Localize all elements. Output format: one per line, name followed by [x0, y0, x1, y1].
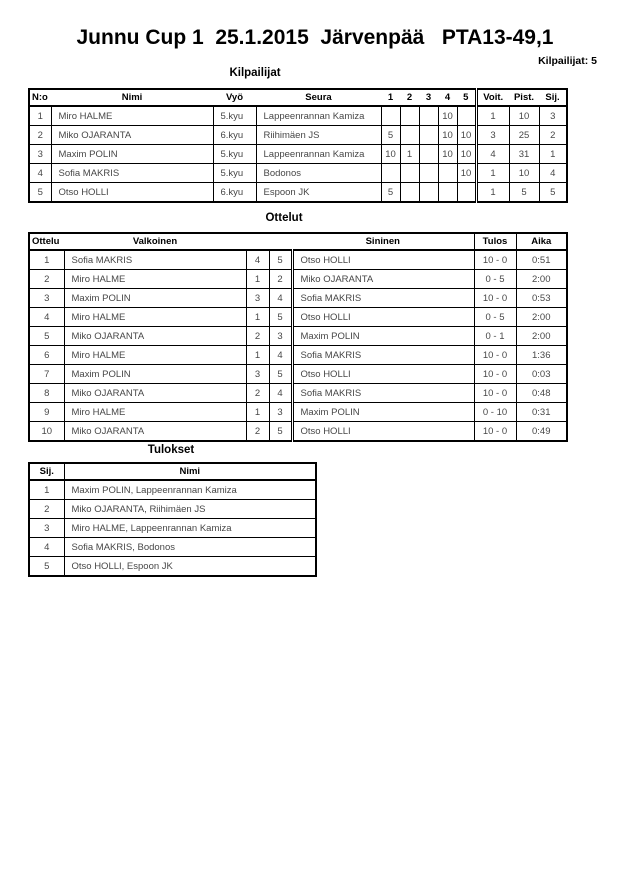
ottelut-cell: 5	[269, 422, 292, 442]
tulokset-header-cell: Nimi	[64, 463, 316, 480]
kilpailijat-cell: 10	[509, 164, 539, 183]
kilpailijat-header-cell: 4	[438, 89, 457, 106]
ottelut-header-cell	[269, 233, 292, 250]
kilpailijat-cell: 5	[29, 183, 51, 203]
section-label-ottelut: Ottelut	[265, 212, 303, 224]
ottelut-row	[29, 308, 567, 327]
ottelut-cell: Sofia MAKRIS	[292, 384, 474, 403]
kilpailijat-cell	[419, 126, 438, 145]
ottelut-cell: 2	[246, 422, 269, 442]
ottelut-cell: 1	[246, 403, 269, 422]
kilpailijat-cell: 5.kyu	[213, 106, 256, 126]
ottelut-cell: 1:36	[516, 346, 567, 365]
ottelut-cell: 0:53	[516, 289, 567, 308]
ottelut-cell: 2	[246, 384, 269, 403]
kilpailijat-header-cell: Sij.	[539, 89, 567, 106]
ottelut-row	[29, 289, 567, 308]
kilpailijat-cell: 3	[476, 126, 509, 145]
ottelut-cell: 5	[269, 308, 292, 327]
tulokset-table	[28, 462, 317, 577]
kilpailijat-cell: 3	[29, 145, 51, 164]
kilpailijat-cell: 5	[381, 126, 400, 145]
ottelut-cell: Otso HOLLI	[292, 422, 474, 442]
ottelut-cell: 0:31	[516, 403, 567, 422]
kilpailijat-cell: Miko OJARANTA	[51, 126, 213, 145]
ottelut-cell: 1	[29, 250, 64, 270]
ottelut-cell: 4	[269, 289, 292, 308]
kilpailijat-cell: 1	[476, 183, 509, 203]
kilpailijat-cell: 10	[509, 106, 539, 126]
ottelut-cell: 0 - 5	[474, 270, 516, 289]
tulokset-cell: Miro HALME, Lappeenrannan Kamiza	[64, 519, 316, 538]
kilpailijat-header-cell: Nimi	[51, 89, 213, 106]
section-label-kilpailijat: Kilpailijat	[229, 67, 281, 79]
ottelut-cell: Maxim POLIN	[292, 327, 474, 346]
kilpailijat-header-cell: 1	[381, 89, 400, 106]
ottelut-cell: 2:00	[516, 327, 567, 346]
ottelut-cell: 5	[29, 327, 64, 346]
kilpailijat-cell: Sofia MAKRIS	[51, 164, 213, 183]
ottelut-cell: 10	[29, 422, 64, 442]
kilpailijat-cell: Maxim POLIN	[51, 145, 213, 164]
ottelut-cell: 3	[269, 403, 292, 422]
kilpailijat-cell	[400, 164, 419, 183]
ottelut-cell: 3	[246, 365, 269, 384]
ottelut-table	[28, 232, 568, 442]
ottelut-cell: Otso HOLLI	[292, 250, 474, 270]
kilpailijat-cell: 10	[457, 164, 476, 183]
kilpailijat-header-row	[29, 89, 567, 106]
kilpailijat-cell: Riihimäen JS	[256, 126, 381, 145]
ottelut-cell: Miro HALME	[64, 346, 246, 365]
kilpailijat-cell: 1	[539, 145, 567, 164]
ottelut-header-cell: Sininen	[292, 233, 474, 250]
ottelut-cell: 1	[246, 346, 269, 365]
ottelut-header-cell: Aika	[516, 233, 567, 250]
kilpailijat-cell: 5	[381, 183, 400, 203]
ottelut-cell: 0 - 5	[474, 308, 516, 327]
kilpailijat-cell: Otso HOLLI	[51, 183, 213, 203]
ottelut-cell: 10 - 0	[474, 346, 516, 365]
ottelut-header-cell: Tulos	[474, 233, 516, 250]
ottelut-cell: 10 - 0	[474, 422, 516, 442]
ottelut-cell: 3	[29, 289, 64, 308]
ottelut-cell: 2:00	[516, 308, 567, 327]
kilpailijat-cell: 3	[539, 106, 567, 126]
tulokset-header-cell: Sij.	[29, 463, 64, 480]
ottelut-cell: 10 - 0	[474, 250, 516, 270]
tulokset-cell: 5	[29, 557, 64, 577]
ottelut-cell: Maxim POLIN	[64, 365, 246, 384]
ottelut-cell: 10 - 0	[474, 365, 516, 384]
ottelut-cell: 4	[29, 308, 64, 327]
ottelut-cell: 10 - 0	[474, 289, 516, 308]
ottelut-cell: Miko OJARANTA	[64, 384, 246, 403]
tulokset-row	[29, 480, 316, 500]
kilpailijat-header-cell: Voit.	[476, 89, 509, 106]
ottelut-cell: Miko OJARANTA	[292, 270, 474, 289]
kilpailijat-cell: 5.kyu	[213, 164, 256, 183]
kilpailijat-row	[29, 126, 567, 145]
ottelut-cell: 1	[246, 308, 269, 327]
kilpailijat-cell: 1	[476, 164, 509, 183]
kilpailijat-header-cell: Seura	[256, 89, 381, 106]
kilpailijat-cell	[419, 164, 438, 183]
ottelut-cell: 4	[246, 250, 269, 270]
kilpailijat-cell: 1	[400, 145, 419, 164]
tulokset-cell: Maxim POLIN, Lappeenrannan Kamiza	[64, 480, 316, 500]
ottelut-cell: Otso HOLLI	[292, 308, 474, 327]
kilpailijat-cell: Lappeenrannan Kamiza	[256, 106, 381, 126]
ottelut-cell: Miro HALME	[64, 308, 246, 327]
ottelut-row	[29, 384, 567, 403]
kilpailijat-row	[29, 145, 567, 164]
ottelut-cell: Miko OJARANTA	[64, 327, 246, 346]
tulokset-cell: Miko OJARANTA, Riihimäen JS	[64, 500, 316, 519]
ottelut-row	[29, 403, 567, 422]
ottelut-cell: 7	[29, 365, 64, 384]
ottelut-header-cell	[246, 233, 269, 250]
kilpailijat-cell	[400, 126, 419, 145]
kilpailijat-cell: 1	[29, 106, 51, 126]
ottelut-cell: 9	[29, 403, 64, 422]
ottelut-cell: 4	[269, 384, 292, 403]
kilpailijat-header-cell: 3	[419, 89, 438, 106]
ottelut-cell: 2	[269, 270, 292, 289]
ottelut-cell: 0 - 1	[474, 327, 516, 346]
kilpailijat-header-cell: 5	[457, 89, 476, 106]
kilpailijat-header-cell: Pist.	[509, 89, 539, 106]
kilpailijat-cell: 2	[29, 126, 51, 145]
kilpailijat-cell	[457, 183, 476, 203]
kilpailijat-cell	[457, 106, 476, 126]
kilpailijat-row	[29, 183, 567, 203]
kilpailijat-cell: 5	[539, 183, 567, 203]
kilpailijat-cell: 10	[438, 126, 457, 145]
ottelut-cell: 10 - 0	[474, 384, 516, 403]
kilpailijat-cell: 4	[476, 145, 509, 164]
kilpailijat-header-cell: N:o	[29, 89, 51, 106]
ottelut-cell: 0:51	[516, 250, 567, 270]
kilpailijat-cell: 10	[457, 145, 476, 164]
ottelut-cell: Maxim POLIN	[64, 289, 246, 308]
kilpailijat-cell: 2	[539, 126, 567, 145]
tulokset-cell: 3	[29, 519, 64, 538]
ottelut-header-cell: Ottelu	[29, 233, 64, 250]
tulokset-cell: Sofia MAKRIS, Bodonos	[64, 538, 316, 557]
kilpailijat-header-cell: 2	[400, 89, 419, 106]
tulokset-header-row	[29, 463, 316, 480]
kilpailijat-cell	[438, 183, 457, 203]
ottelut-cell: Sofia MAKRIS	[292, 346, 474, 365]
ottelut-cell: 8	[29, 384, 64, 403]
ottelut-cell: Miko OJARANTA	[64, 422, 246, 442]
kilpailijat-cell: 5	[509, 183, 539, 203]
kilpailijat-cell: 25	[509, 126, 539, 145]
competitors-count: Kilpailijat: 5	[538, 55, 597, 67]
kilpailijat-cell	[419, 183, 438, 203]
ottelut-cell: 6	[29, 346, 64, 365]
kilpailijat-cell: 6.kyu	[213, 183, 256, 203]
kilpailijat-cell: 31	[509, 145, 539, 164]
kilpailijat-cell: Espoon JK	[256, 183, 381, 203]
kilpailijat-row	[29, 164, 567, 183]
kilpailijat-cell	[400, 106, 419, 126]
kilpailijat-cell: 10	[438, 106, 457, 126]
ottelut-cell: 1	[246, 270, 269, 289]
ottelut-cell: 0 - 10	[474, 403, 516, 422]
ottelut-row	[29, 422, 567, 442]
ottelut-cell: Miro HALME	[64, 403, 246, 422]
tulokset-row	[29, 557, 316, 577]
page-title: Junnu Cup 1 25.1.2015 Järvenpää PTA13-49,1	[76, 26, 554, 49]
kilpailijat-cell	[419, 145, 438, 164]
ottelut-cell: Otso HOLLI	[292, 365, 474, 384]
ottelut-cell: 5	[269, 365, 292, 384]
kilpailijat-cell	[381, 164, 400, 183]
kilpailijat-cell: Lappeenrannan Kamiza	[256, 145, 381, 164]
kilpailijat-row	[29, 106, 567, 126]
kilpailijat-cell	[438, 164, 457, 183]
kilpailijat-cell: Miro HALME	[51, 106, 213, 126]
kilpailijat-cell	[400, 183, 419, 203]
ottelut-cell: 3	[269, 327, 292, 346]
ottelut-cell: 2:00	[516, 270, 567, 289]
ottelut-row	[29, 270, 567, 289]
ottelut-row	[29, 250, 567, 270]
kilpailijat-cell: 6.kyu	[213, 126, 256, 145]
tulokset-row	[29, 538, 316, 557]
ottelut-cell: 0:48	[516, 384, 567, 403]
ottelut-cell: 4	[269, 346, 292, 365]
kilpailijat-cell: 4	[29, 164, 51, 183]
ottelut-cell: 0:49	[516, 422, 567, 442]
section-label-tulokset: Tulokset	[147, 444, 195, 456]
ottelut-row	[29, 346, 567, 365]
ottelut-cell: Sofia MAKRIS	[292, 289, 474, 308]
kilpailijat-cell: 10	[438, 145, 457, 164]
tulokset-cell: Otso HOLLI, Espoon JK	[64, 557, 316, 577]
tulokset-cell: 1	[29, 480, 64, 500]
ottelut-cell: 3	[246, 289, 269, 308]
ottelut-cell: 2	[246, 327, 269, 346]
ottelut-header-cell: Valkoinen	[64, 233, 246, 250]
kilpailijat-cell: 10	[381, 145, 400, 164]
ottelut-header-row	[29, 233, 567, 250]
tulokset-row	[29, 500, 316, 519]
ottelut-cell: Sofia MAKRIS	[64, 250, 246, 270]
tulokset-cell: 2	[29, 500, 64, 519]
kilpailijat-cell: 5.kyu	[213, 145, 256, 164]
kilpailijat-table	[28, 88, 568, 203]
ottelut-cell: 2	[29, 270, 64, 289]
ottelut-row	[29, 327, 567, 346]
kilpailijat-header-cell: Vyö	[213, 89, 256, 106]
ottelut-cell: Miro HALME	[64, 270, 246, 289]
ottelut-cell: Maxim POLIN	[292, 403, 474, 422]
kilpailijat-cell	[381, 106, 400, 126]
kilpailijat-cell: Bodonos	[256, 164, 381, 183]
kilpailijat-cell	[419, 106, 438, 126]
kilpailijat-cell: 10	[457, 126, 476, 145]
kilpailijat-cell: 4	[539, 164, 567, 183]
ottelut-cell: 0:03	[516, 365, 567, 384]
tulokset-row	[29, 519, 316, 538]
tulokset-cell: 4	[29, 538, 64, 557]
ottelut-row	[29, 365, 567, 384]
ottelut-cell: 5	[269, 250, 292, 270]
kilpailijat-cell: 1	[476, 106, 509, 126]
